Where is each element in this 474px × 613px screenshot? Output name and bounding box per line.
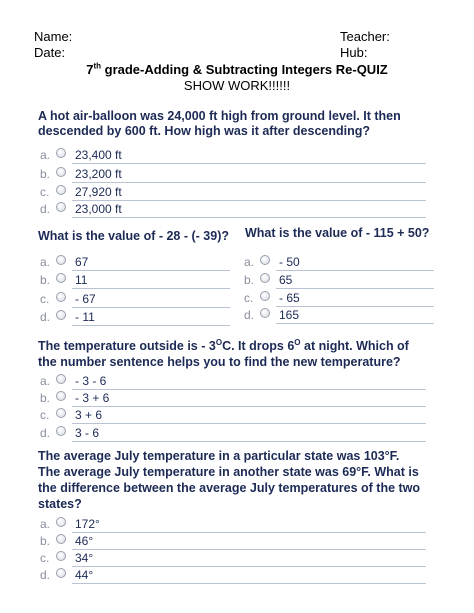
question-1-line-1: A hot air-balloon was 24,000 ft high from ground level. It then: [38, 109, 401, 123]
option-letter: b.: [40, 273, 51, 287]
option-text: 3 - 6: [75, 426, 100, 440]
radio-button[interactable]: [260, 308, 270, 318]
answer-line: [72, 423, 426, 424]
question-5-line-2: The average July temperature in another state was 69°F. What is: [38, 465, 419, 479]
question-4-text-b: C. It drops 6: [222, 339, 295, 353]
question-4-text-c: at night. Which of: [300, 339, 409, 353]
option-letter: b.: [40, 391, 51, 405]
radio-button[interactable]: [56, 255, 66, 265]
option-letter: c.: [40, 408, 50, 422]
radio-button[interactable]: [260, 255, 270, 265]
radio-button[interactable]: [56, 568, 66, 578]
question-2-line-1: What is the value of - 28 - (- 39)?: [38, 229, 229, 243]
option-text: 44°: [75, 568, 94, 582]
question-4-option-b[interactable]: [40, 390, 426, 407]
answer-line: [276, 270, 434, 271]
radio-button[interactable]: [56, 374, 66, 384]
radio-button[interactable]: [56, 292, 66, 302]
option-letter: d.: [40, 426, 51, 440]
question-4-option-a[interactable]: [40, 373, 426, 390]
answer-line: [72, 583, 426, 584]
radio-button[interactable]: [56, 534, 66, 544]
option-text: 11: [75, 273, 88, 287]
question-2-option-d[interactable]: [40, 309, 230, 326]
option-letter: b.: [40, 167, 51, 181]
option-letter: a.: [40, 148, 51, 162]
question-2-option-b[interactable]: [40, 272, 230, 289]
page-title: [0, 62, 474, 78]
answer-line: [276, 288, 434, 289]
answer-line: [72, 325, 230, 326]
option-text: 172°: [75, 517, 100, 531]
question-2-option-c[interactable]: [40, 291, 230, 308]
option-text: 23,000 ft: [75, 202, 122, 216]
question-2-option-a[interactable]: [40, 254, 230, 271]
option-letter: c.: [40, 185, 50, 199]
page-subtitle: SHOW WORK!!!!!!: [183, 78, 291, 93]
option-text: 23,200 ft: [75, 167, 122, 181]
degree-symbol: O: [215, 337, 223, 347]
hub-label: Hub:: [340, 45, 368, 60]
option-text: - 65: [279, 291, 300, 305]
title-grade: 7: [86, 62, 94, 77]
question-4-line-1: [38, 339, 409, 354]
option-text: 34°: [75, 551, 94, 565]
date-label: Date:: [34, 45, 66, 60]
answer-line: [72, 270, 230, 271]
option-text: - 67: [75, 292, 96, 306]
title-text: grade-Adding & Subtracting Integers Re-QUIZ: [101, 62, 388, 77]
radio-button[interactable]: [56, 310, 66, 320]
question-5-line-1: The average July temperature in a particular state was 103°F.: [38, 449, 400, 463]
question-1-option-c[interactable]: [40, 184, 426, 201]
question-5-line-3: the difference between the average July temperatures of the two: [38, 481, 421, 495]
question-3-line-1: What is the value of - 115 + 50?: [245, 226, 430, 240]
radio-button[interactable]: [56, 408, 66, 418]
answer-line: [72, 307, 230, 308]
question-5-option-a[interactable]: [40, 516, 426, 533]
question-4-text-a: The temperature outside is - 3: [38, 339, 216, 353]
option-letter: c.: [40, 551, 50, 565]
title-grade-suffix: th: [93, 61, 102, 71]
degree-symbol: O: [294, 337, 301, 347]
radio-button[interactable]: [56, 391, 66, 401]
radio-button[interactable]: [56, 202, 66, 212]
option-letter: d.: [40, 202, 51, 216]
question-5-option-c[interactable]: [40, 550, 426, 567]
option-text: 27,920 ft: [75, 185, 122, 199]
radio-button[interactable]: [260, 273, 270, 283]
option-text: - 3 - 6: [75, 374, 107, 388]
question-1-option-b[interactable]: [40, 166, 426, 183]
radio-button[interactable]: [56, 517, 66, 527]
answer-line: [72, 288, 230, 289]
radio-button[interactable]: [260, 291, 270, 301]
option-text: 3 + 6: [75, 408, 103, 422]
radio-button[interactable]: [56, 185, 66, 195]
option-letter: d.: [40, 568, 51, 582]
radio-button[interactable]: [56, 551, 66, 561]
option-letter: a.: [40, 255, 51, 269]
question-5-option-d[interactable]: [40, 567, 426, 584]
question-1-line-2: descended by 600 ft. How high was it after descending?: [38, 124, 371, 138]
question-1-option-d[interactable]: [40, 201, 426, 218]
answer-line: [72, 441, 426, 442]
question-5-line-4: states?: [38, 497, 82, 511]
radio-button[interactable]: [56, 273, 66, 283]
option-letter: a.: [40, 517, 51, 531]
question-3-option-d[interactable]: [244, 307, 434, 324]
question-3-option-b[interactable]: [244, 272, 434, 289]
option-letter: d.: [244, 308, 255, 322]
option-letter: c.: [244, 291, 254, 305]
option-text: 65: [279, 273, 293, 287]
option-text: - 3 + 6: [75, 391, 110, 405]
option-text: 23,400 ft: [75, 148, 122, 162]
option-text: 165: [279, 308, 300, 322]
question-1-option-a[interactable]: [40, 147, 426, 164]
radio-button[interactable]: [56, 426, 66, 436]
answer-line: [72, 217, 426, 218]
option-letter: d.: [40, 310, 51, 324]
radio-button[interactable]: [56, 167, 66, 177]
option-text: 67: [75, 255, 89, 269]
option-text: - 11: [75, 310, 95, 324]
option-text: - 50: [279, 255, 300, 269]
option-text: 46°: [75, 534, 94, 548]
option-letter: a.: [40, 374, 51, 388]
answer-line: [276, 323, 434, 324]
question-3-option-a[interactable]: [244, 254, 434, 271]
question-4-option-d[interactable]: [40, 425, 426, 442]
answer-line: [72, 182, 426, 183]
question-4-option-c[interactable]: [40, 407, 426, 424]
option-letter: c.: [40, 292, 50, 306]
answer-line: [72, 163, 426, 164]
question-5-option-b[interactable]: [40, 533, 426, 550]
option-letter: a.: [244, 255, 255, 269]
option-letter: b.: [244, 273, 255, 287]
radio-button[interactable]: [56, 148, 66, 158]
question-4-line-2: the number sentence helps you to find the new temperature?: [38, 355, 401, 369]
teacher-label: Teacher:: [340, 29, 390, 44]
option-letter: b.: [40, 534, 51, 548]
name-label: Name:: [34, 29, 73, 44]
question-3-option-c[interactable]: [244, 290, 434, 307]
